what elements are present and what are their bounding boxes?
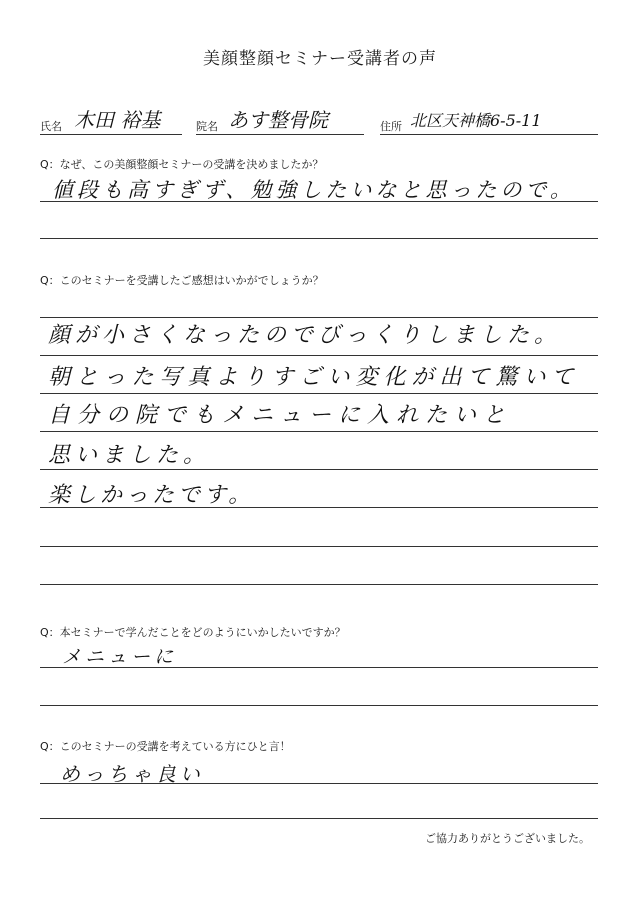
name-underline (40, 134, 182, 135)
clinic-value: あす整骨院 (228, 108, 328, 132)
answer-line (40, 469, 598, 470)
answer-2-line-2: 朝とった写真よりすごい変化が出て驚いて (48, 365, 580, 390)
address-underline (380, 134, 598, 135)
clinic-label: 院名 (196, 120, 218, 133)
question-4: Q：このセミナーの受講を考えている方にひと言！ (40, 740, 291, 753)
answer-line (40, 507, 598, 508)
answer-line (40, 355, 598, 356)
address-label: 住所 (380, 120, 402, 133)
address-value: 北区天神橋6-5-11 (410, 111, 542, 130)
answer-3-line-1: メニューに (62, 646, 178, 668)
thank-you-note: ご協力ありがとうございました。 (425, 832, 590, 845)
answer-line (40, 238, 598, 239)
answer-line (40, 584, 598, 585)
answer-2-line-4: 思いました。 (48, 443, 211, 468)
answer-line (40, 783, 598, 784)
clinic-underline (196, 134, 364, 135)
answer-4-line-1: めっちゃ良い (60, 762, 204, 786)
answer-line (40, 431, 598, 432)
name-value: 木田 裕基 (74, 108, 161, 132)
question-1: Q：なぜ、この美顔整顔セミナーの受講を決めましたか？ (40, 158, 324, 171)
answer-line (40, 705, 598, 706)
answer-line (40, 667, 598, 668)
name-label: 氏名 (40, 120, 62, 133)
answer-line (40, 201, 598, 202)
question-3: Q：本セミナーで学んだことをどのようにいかしたいですか？ (40, 626, 346, 639)
question-2: Q：このセミナーを受講したご感想はいかがでしょうか？ (40, 274, 324, 287)
answer-2-line-1: 顔が小さくなったのでびっくりしました。 (48, 323, 562, 348)
answer-2-line-3: 自分の院でもメニューに入れたいと (48, 403, 513, 428)
answer-line (40, 393, 598, 394)
answer-line (40, 818, 598, 819)
answer-2-line-5: 楽しかったです。 (48, 483, 255, 508)
form-title: 美顔整顔セミナー受講者の声 (203, 49, 437, 69)
answer-line (40, 546, 598, 547)
answer-1-line-1: 値段も高すぎず、勉強したいなと思ったので。 (52, 178, 575, 202)
